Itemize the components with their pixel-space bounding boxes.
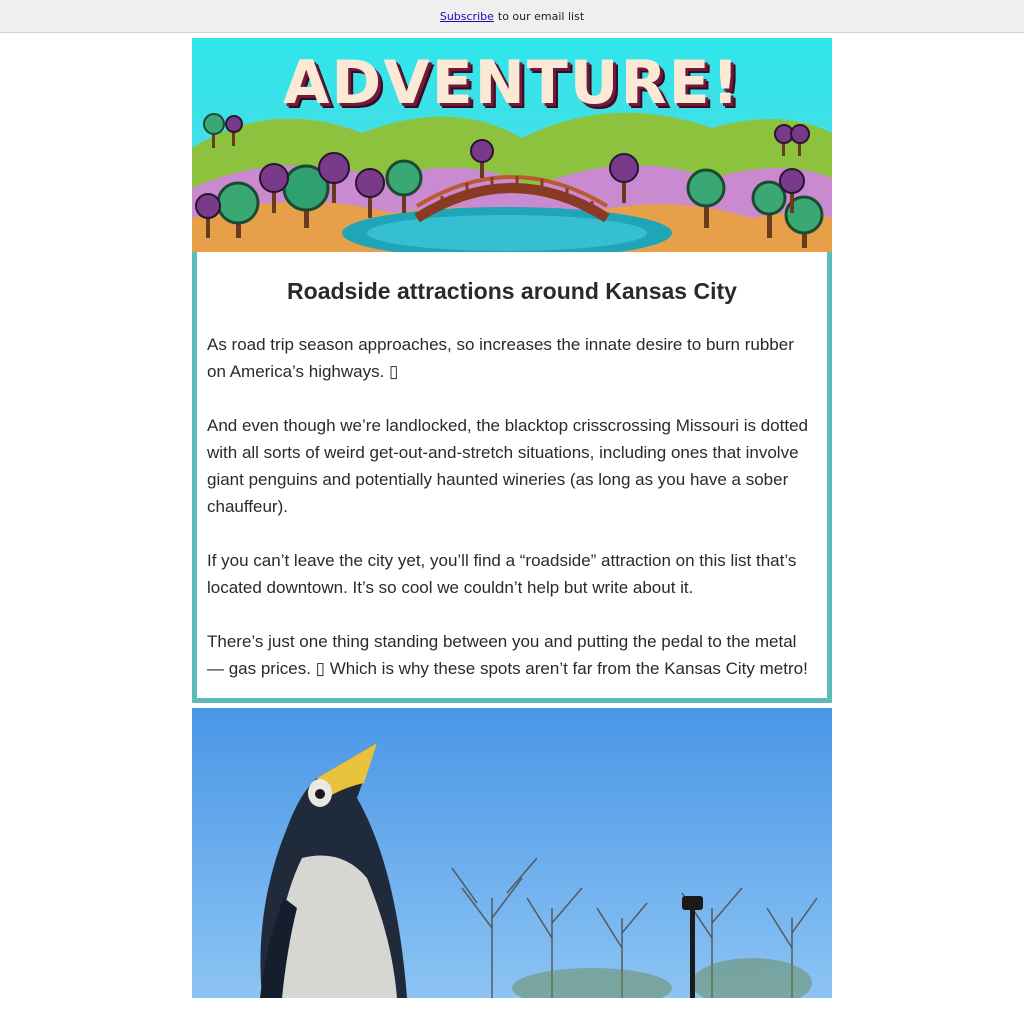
- article-paragraph-4: There’s just one thing standing between you and putting the pedal to the metal — gas prices. ▯ Which is why these spots aren’t far from the Kansas City metro!: [207, 632, 808, 678]
- subscribe-bar: [0, 0, 1024, 33]
- article-paragraph-1: As road trip season approaches, so increases the innate desire to burn rubber on America’s highways. ▯: [207, 335, 794, 381]
- article-paragraph-2: And even though we’re landlocked, the blacktop crisscrossing Missouri is dotted with all sorts of weird get-out-and-stretch situations, including ones that involve giant penguins and potentially haunted wineries (as long as you have a sober chauffeur).: [207, 416, 808, 516]
- subscribe-link[interactable]: Subscribe: [439, 9, 494, 23]
- penguin-photo: [192, 708, 832, 998]
- article-paragraph-3: If you can’t leave the city yet, you’ll find a “roadside” attraction on this list that’s located downtown. It’s so cool we couldn’t help but write about it.: [207, 551, 797, 597]
- adventure-banner: [192, 38, 832, 252]
- penguin-photo-illustration: [192, 708, 832, 998]
- newsletter-container: [192, 38, 832, 998]
- article-card: [192, 252, 832, 703]
- subscribe-bar-text: to our email list: [497, 9, 585, 23]
- article-heading: Roadside attractions around Kansas City: [287, 278, 737, 304]
- banner-title: ADVENTURE!: [282, 48, 742, 118]
